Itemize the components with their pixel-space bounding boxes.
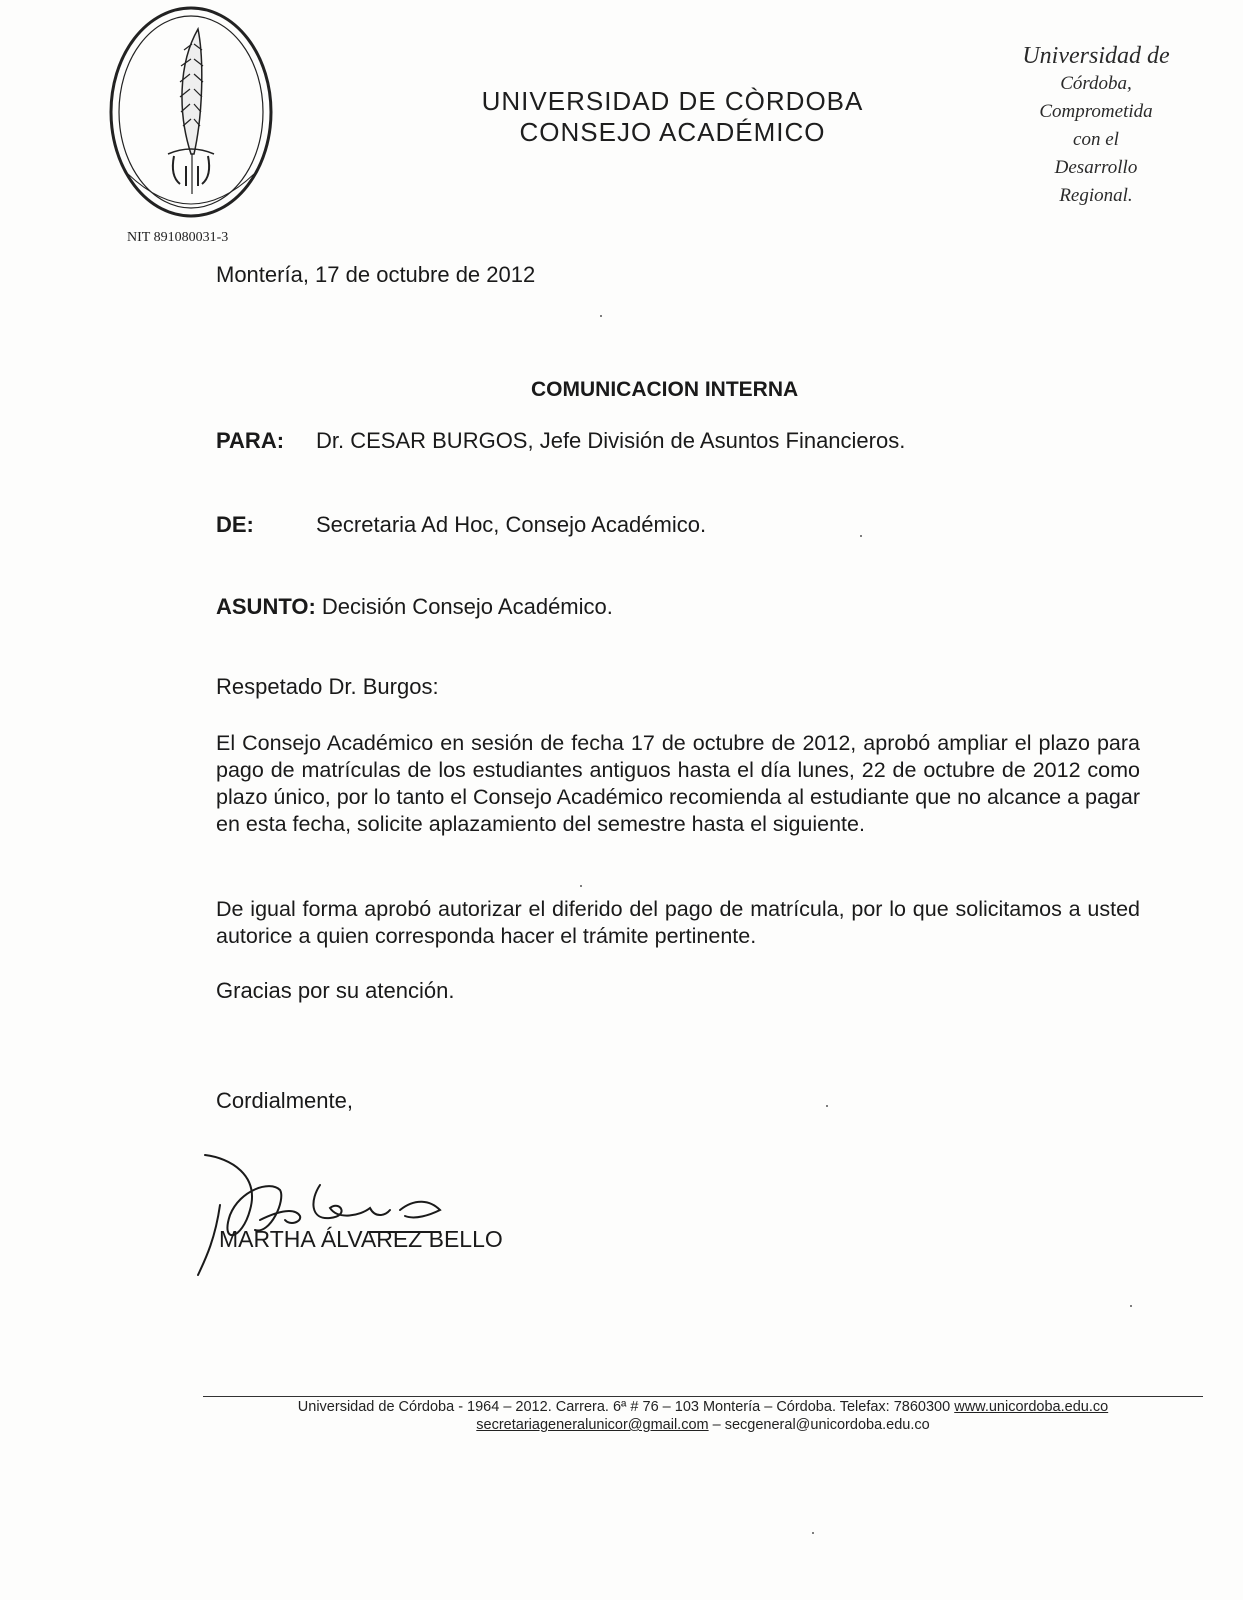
letter-date: Montería, 17 de octubre de 2012 [216, 262, 536, 287]
thanks-line: Gracias por su atención. [216, 978, 455, 1003]
scan-speck [860, 535, 862, 537]
scan-speck [600, 315, 602, 317]
scan-speck [826, 1105, 828, 1107]
signatory-name: MARTHA ÁLVAREZ BELLO [219, 1226, 503, 1252]
footer-divider [203, 1396, 1203, 1397]
motto-line-2: Córdoba, [1060, 73, 1132, 94]
motto-line-4: con el [1073, 129, 1119, 150]
university-seal [108, 4, 274, 226]
scan-speck [580, 885, 582, 887]
motto-line-6: Regional. [1059, 185, 1133, 206]
header-council: CONSEJO ACADÉMICO [519, 117, 826, 147]
paragraph-2: De igual forma aprobó autorizar el diferido del pago de matrícula, por lo que solicitamos a usted autorice a quien corresponda hacer el trámite pertinente. [216, 897, 1140, 948]
footer-separator: – [708, 1417, 725, 1433]
footer-line-2 [203, 1416, 1203, 1434]
university-motto [1012, 42, 1180, 210]
memo-title: COMUNICACION INTERNA [531, 378, 799, 401]
footer-address: Universidad de Córdoba - 1964 – 2012. Carrera. 6ª # 76 – 103 Montería – Córdoba. Telefax: 7860300 [297, 1399, 955, 1415]
field-asunto [216, 594, 613, 620]
footer-email-2: secgeneral@unicordoba.edu.co [724, 1417, 930, 1433]
motto-line-1: Universidad de [1022, 43, 1170, 69]
field-de-label: DE: [216, 512, 254, 537]
field-de-value: Secretaria Ad Hoc, Consejo Académico. [316, 512, 707, 537]
handwritten-signature [190, 1150, 490, 1280]
scan-speck [1130, 1305, 1132, 1307]
salutation: Respetado Dr. Burgos: [216, 674, 439, 699]
field-para [216, 428, 905, 454]
motto-line-3: Comprometida [1039, 101, 1153, 122]
footer-line-1 [203, 1398, 1203, 1416]
field-para-label: PARA: [216, 428, 285, 453]
field-de [216, 512, 706, 538]
footer [203, 1398, 1203, 1434]
field-para-value: Dr. CESAR BURGOS, Jefe División de Asuntos Financieros. [316, 428, 906, 453]
footer-website-link[interactable]: www.unicordoba.edu.co [954, 1399, 1109, 1415]
document-header [440, 86, 905, 148]
scan-speck [812, 1532, 814, 1534]
header-university: UNIVERSIDAD DE CÒRDOBA [481, 86, 864, 116]
paragraph-1: El Consejo Académico en sesión de fecha 17 de octubre de 2012, aprobó ampliar el plazo para pago de matrículas de los estudiantes antiguos hasta el día lunes, 22 de octubre de 2012 como plazo único, por lo tanto el Consejo Académico recomienda al estudiante que no alcance a pagar en esta fecha, solicite aplazamiento del semestre hasta el siguiente. [216, 731, 1140, 836]
field-asunto-label: ASUNTO: [216, 594, 316, 619]
motto-line-5: Desarrollo [1054, 157, 1138, 178]
closing: Cordialmente, [216, 1088, 353, 1113]
footer-email-link-1[interactable]: secretariageneralunicor@gmail.com [476, 1417, 709, 1433]
field-asunto-value: Decisión Consejo Académico. [321, 594, 613, 619]
nit-number: NIT 891080031-3 [127, 230, 229, 245]
